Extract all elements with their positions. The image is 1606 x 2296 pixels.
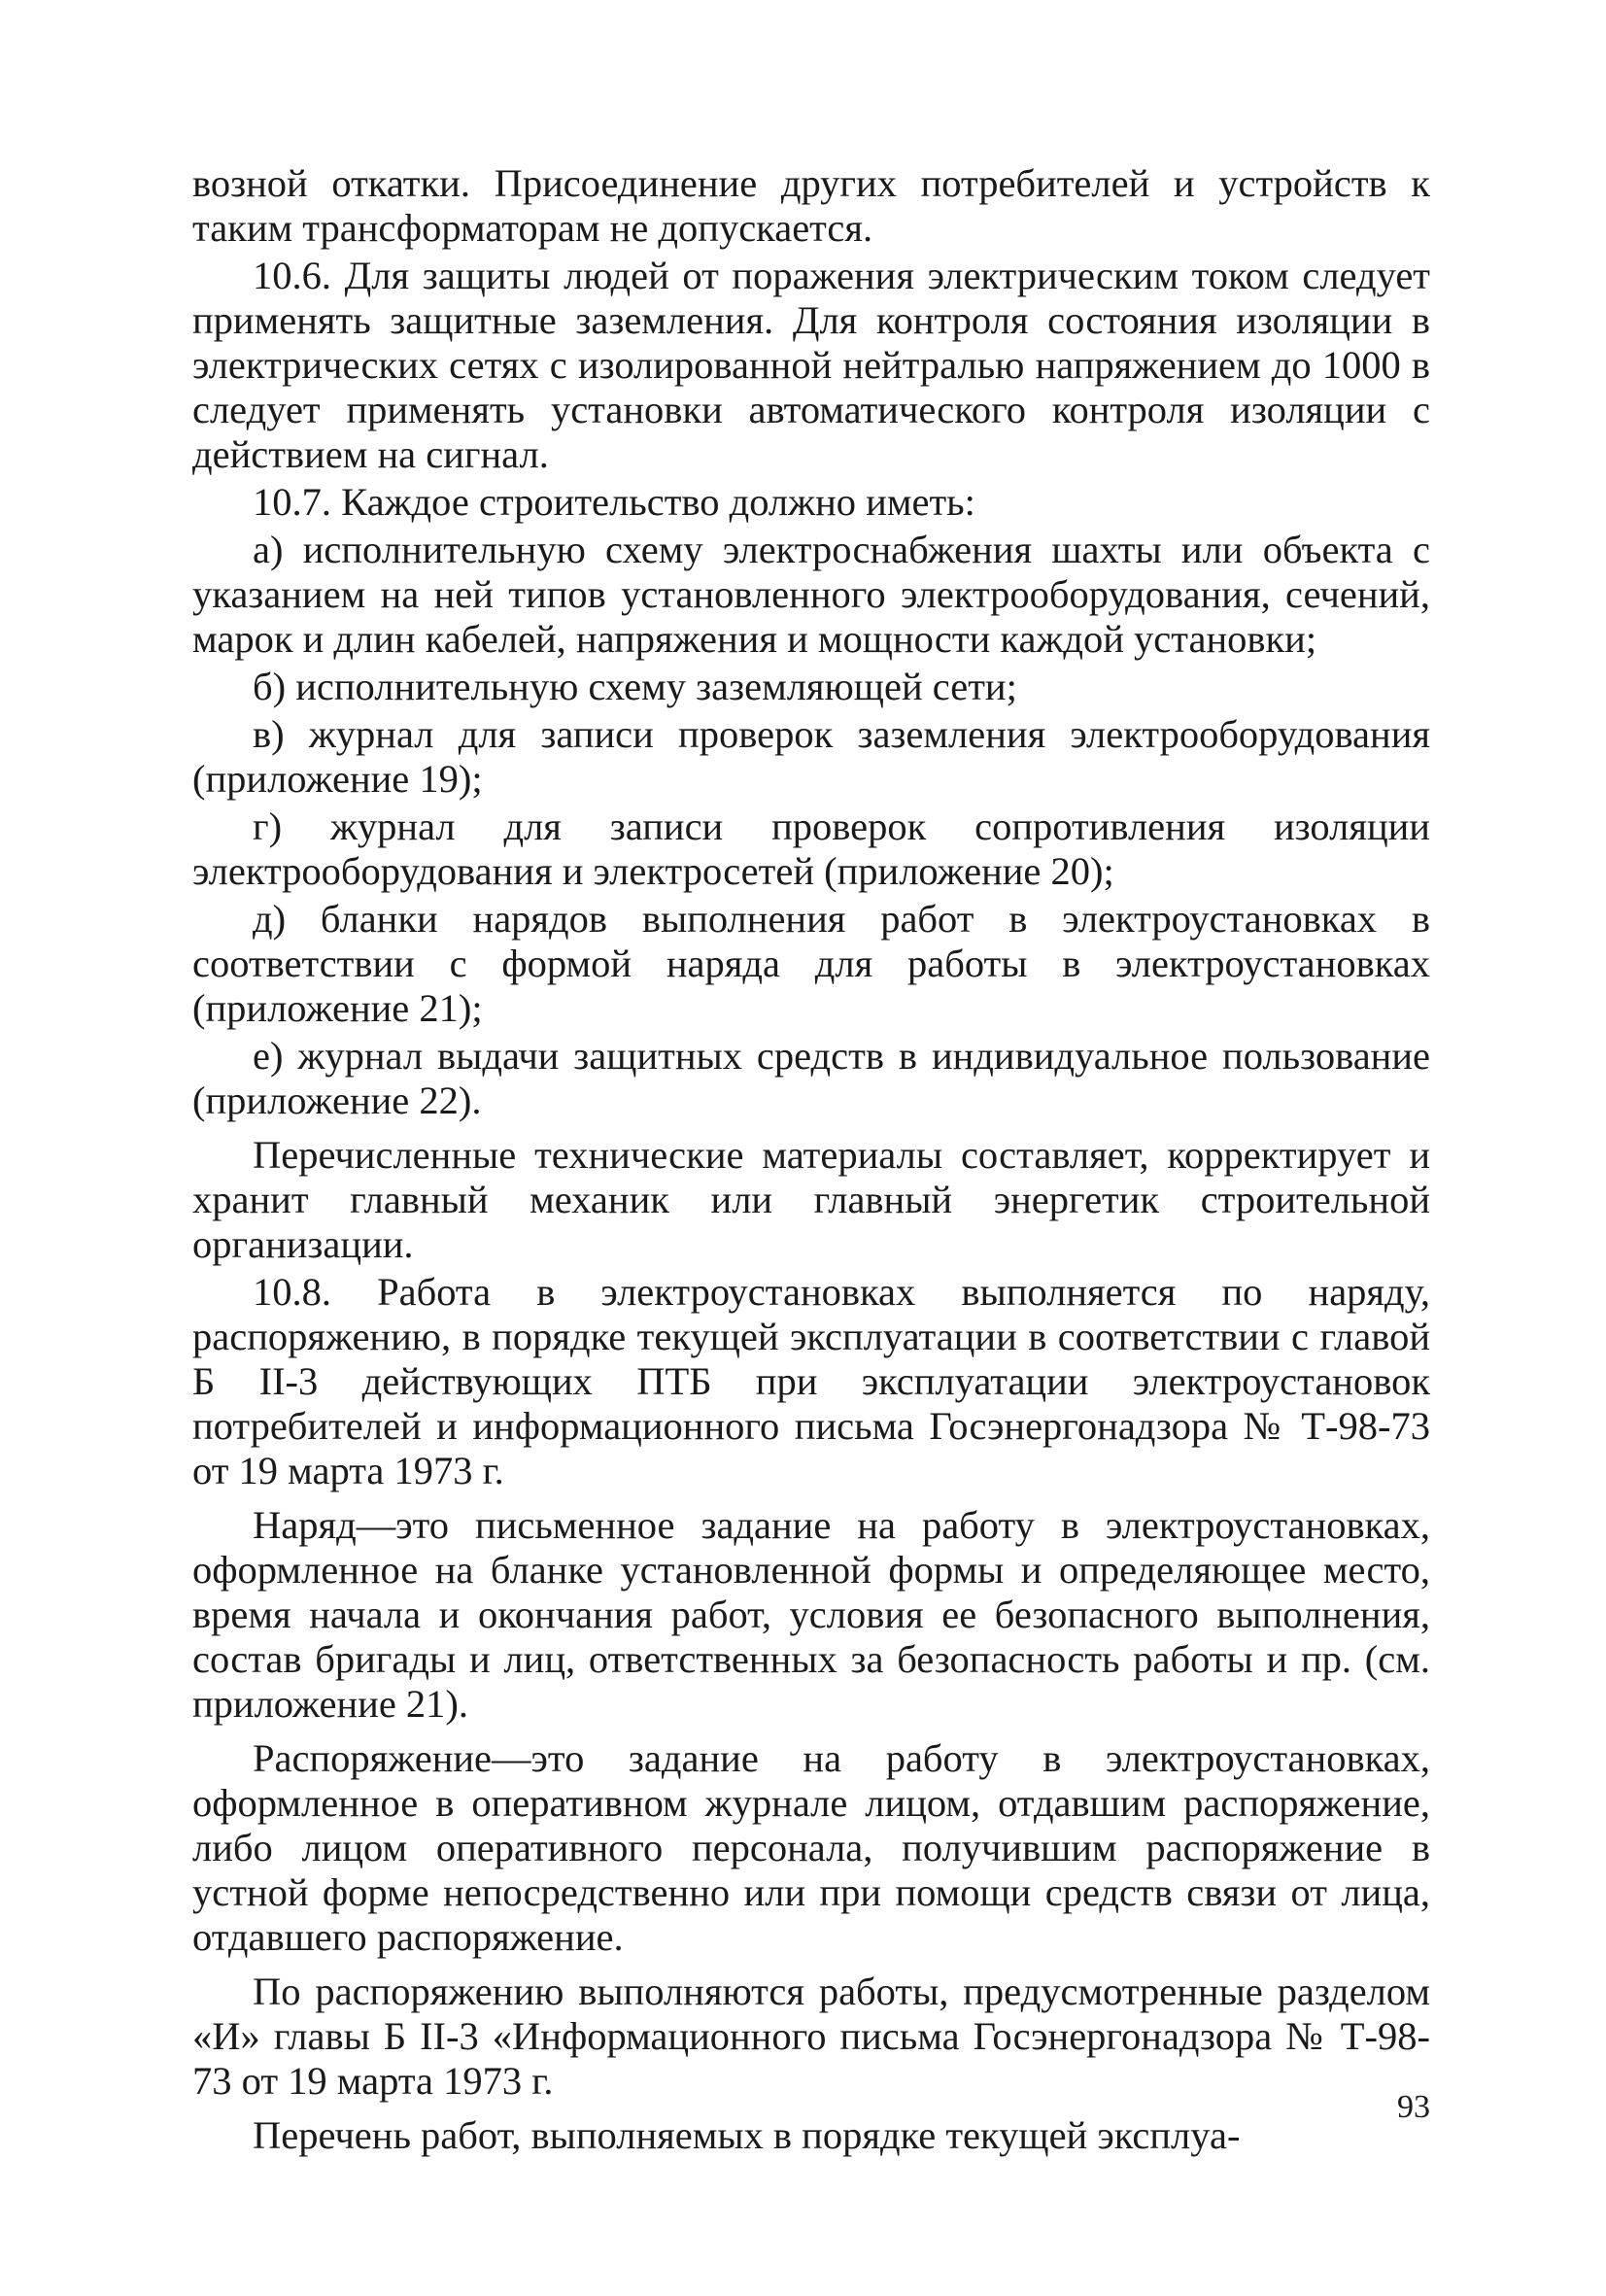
paragraph-by-order: По распоряжению выполняются работы, предусмотренные разделом «И» главы Б II-3 «Информационного письма Госэнергонадзора № Т-98-73 от 19 марта 1973 г. xyxy=(192,1970,1430,2103)
page-number: 93 xyxy=(1397,2089,1430,2125)
paragraph-materials: Перечисленные технические материалы составляет, корректирует и хранит главный механик или главный энергетик строительной организации. xyxy=(192,1133,1430,1266)
paragraph-10-6: 10.6. Для защиты людей от поражения электрическим током следует применять защитные заземления. Для контроля состояния изоляции в электрических сетях с изолированной нейтралью напряжением до 1000 в следует применять установки автоматического контроля изоляции с действием на сигнал. xyxy=(192,254,1430,476)
list-item-b: б) исполнительную схему заземляющей сети; xyxy=(253,665,1017,708)
paragraph-work-list: Перечень работ, выполняемых в порядке текущей эксплуа- xyxy=(253,2113,1241,2157)
paragraph-10-8: 10.8. Работа в электроустановках выполняется по наряду, распоряжению, в порядке текущей эксплуатации в соответствии с главой Б II-3 действующих ПТБ при эксплуатации электроустановок потребителей и информационного письма Госэнергонадзора № Т-98-73 от 19 марта 1973 г. xyxy=(192,1270,1430,1492)
paragraph-10-7: 10.7. Каждое строительство должно иметь: xyxy=(253,480,975,524)
list-item-g: г) журнал для записи проверок сопротивления изоляции электрооборудования и электросетей (приложение 20); xyxy=(192,805,1430,893)
page-body xyxy=(192,161,1430,2161)
list-item-v: в) журнал для записи проверок заземления электрооборудования (приложение 19); xyxy=(192,712,1430,801)
list-item-e: е) журнал выдачи защитных средств в индивидуальное пользование (приложение 22). xyxy=(192,1034,1430,1122)
list-item-a: а) исполнительную схему электроснабжения шахты или объекта с указанием на ней типов установленного электрооборудования, сечений, марок и длин кабелей, напряжения и мощности каждой установки; xyxy=(192,528,1430,661)
paragraph-continuation: возной откатки. Присоединение других потребителей и устройств к таким трансформаторам не допускается. xyxy=(192,161,1430,250)
paragraph-naryad: Наряд—это письменное задание на работу в электроустановках, оформленное на бланке установленной формы и определяющее место, время начала и окончания работ, условия ее безопасного выполнения, состав бригады и лиц, ответственных за безопасность работы и пр. (см. приложение 21). xyxy=(192,1503,1430,1726)
paragraph-rasporyazhenie: Распоряжение—это задание на работу в электроустановках, оформленное в оперативном журнале лицом, отдавшим распоряжение, либо лицом оперативного персонала, получившим распоряжение в устной форме непосредственно или при помощи средств связи от лица, отдавшего распоряжение. xyxy=(192,1736,1430,1959)
list-item-d: д) бланки нарядов выполнения работ в электроустановках в соответствии с формой наряда для работы в электроустановках (приложение 21); xyxy=(192,897,1430,1030)
